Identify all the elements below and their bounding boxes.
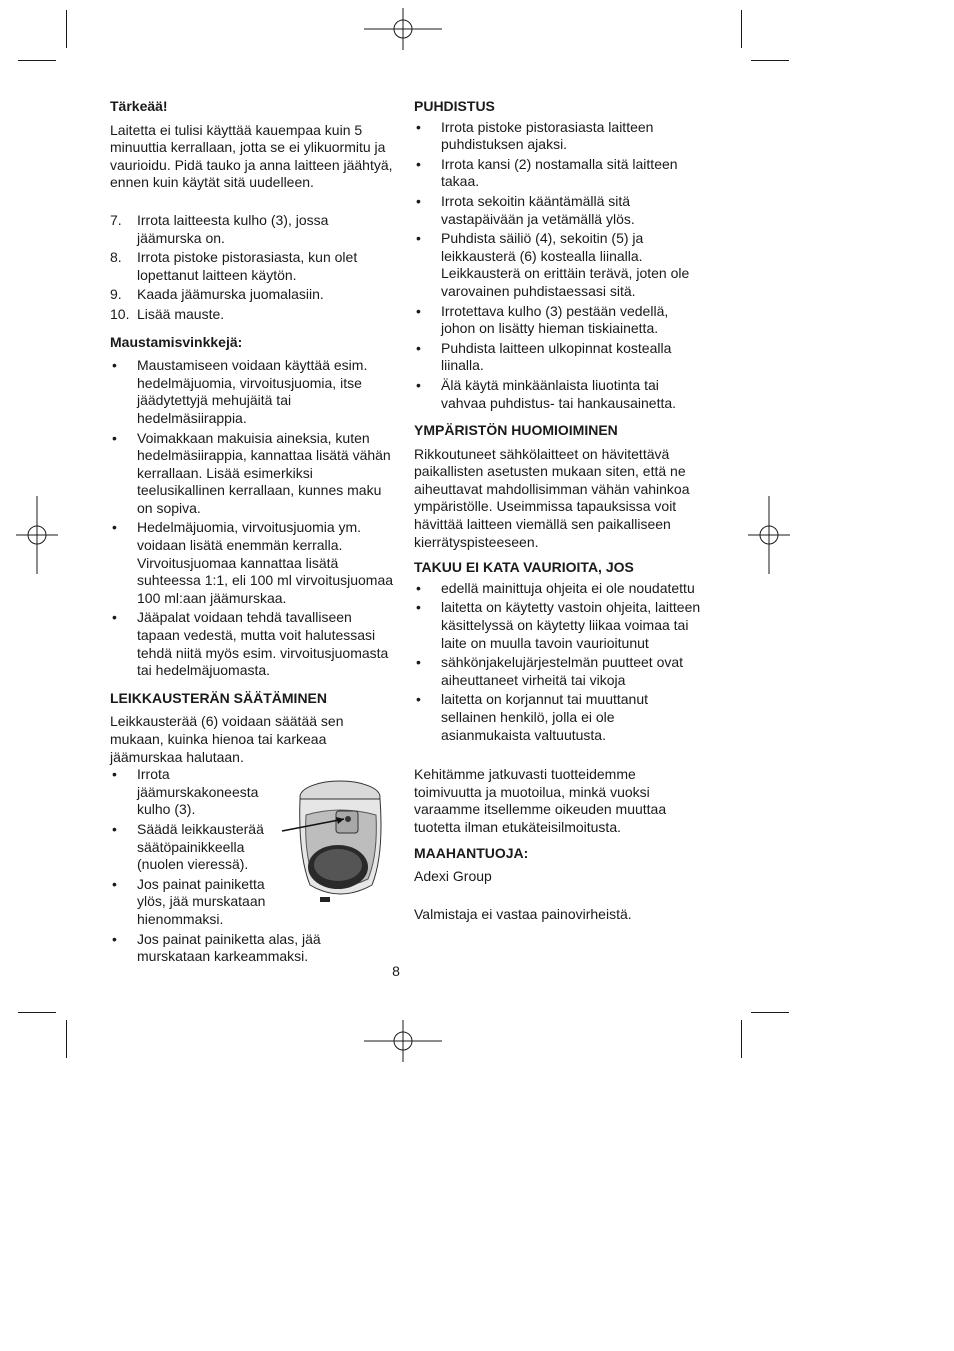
list-item: 7. Irrota laitteesta kulho (3), jossa jäämurska on. bbox=[110, 211, 329, 246]
registration-mark-icon bbox=[364, 1020, 442, 1062]
crop-mark bbox=[751, 60, 789, 61]
list-item: • Älä käytä minkäänlaista liuotinta tai vahvaa puhdistus- tai hankausainetta. bbox=[414, 377, 704, 412]
list-item: • laitetta on käytetty vastoin ohjeita, laitteen käsittelyssä on käytetty liikaa voimaa tai laite on muulla tavoin vaurioitunut bbox=[414, 599, 704, 652]
importer-name: Adexi Group bbox=[414, 868, 492, 885]
list-item: 8. Irrota pistoke pistorasiasta, kun olet lopettanut laitteen käytön. bbox=[110, 249, 358, 283]
list-item: • Irrota sekoitin kääntämällä sitä vastapäivään ja vetämällä ylös. bbox=[414, 193, 704, 228]
right-column bbox=[414, 98, 704, 923]
list-item: • Hedelmäjuomia, virvoitusjuomia ym. voidaan lisätä enemmän kerralla. Virvoitusjuomaa kannattaa lisätä suhteessa 1:1, eli 100 ml virvoitusjuomaa 100 ml:aan jäämurskaa. bbox=[110, 519, 395, 607]
list-item: • Jos painat painiketta alas, jää murskataan karkeammaksi. bbox=[110, 931, 337, 966]
page-number: 8 bbox=[392, 963, 400, 979]
list-item: • Jos painat painiketta ylös, jää murskataan hienommaksi. bbox=[110, 876, 267, 929]
flavor-list bbox=[110, 357, 395, 680]
flavor-heading: Maustamisvinkkejä: bbox=[110, 333, 243, 350]
ice-crusher-illustration bbox=[280, 775, 386, 905]
list-item: • Säädä leikkausterää säätöpainikkeella (nuolen vieressä). bbox=[110, 821, 267, 874]
list-item: • Irrota jäämurskakoneesta kulho (3). bbox=[110, 766, 267, 819]
crop-mark bbox=[66, 1020, 67, 1058]
list-item: • Irrotettava kulho (3) pestään vedellä, johon on lisätty hieman tiskiainetta. bbox=[414, 303, 704, 338]
list-item: 10. Lisää mauste. bbox=[110, 305, 225, 322]
crop-mark bbox=[741, 1020, 742, 1058]
list-item: • sähkönjakelujärjestelmän puutteet ovat aiheuttaneet virheitä tai vikoja bbox=[414, 654, 704, 689]
blade-heading: LEIKKAUSTERÄN SÄÄTÄMINEN bbox=[110, 689, 327, 706]
crop-mark bbox=[18, 1012, 56, 1013]
development-text: Kehitämme jatkuvasti tuotteidemme toimivuutta ja muotoilua, minkä vuoksi varaamme itsellemme oikeuden muuttaa tuotetta ilman etukäteisilmoitusta. bbox=[414, 766, 667, 835]
list-item: • Irrota kansi (2) nostamalla sitä laitteen takaa. bbox=[414, 156, 704, 191]
misprint-note: Valmistaja ei vastaa painovirheistä. bbox=[414, 905, 632, 922]
list-item: • edellä mainittuja ohjeita ei ole noudatettu bbox=[414, 580, 704, 598]
warranty-heading: TAKUU EI KATA VAURIOITA, JOS bbox=[414, 559, 634, 576]
registration-mark-icon bbox=[16, 496, 58, 574]
list-item: • Jääpalat voidaan tehdä tavalliseen tapaan vedestä, mutta voit halutessasi tehdä niitä myös esim. virvoitusjuomasta tai hedelmäjuomasta. bbox=[110, 609, 395, 679]
list-item: • Puhdista säiliö (4), sekoitin (5) ja leikkausterä (6) kostealla liinalla. Leikkausterä on erittäin terävä, joten ole varovainen puhdistaessasi sitä. bbox=[414, 230, 704, 300]
registration-mark-icon bbox=[748, 496, 790, 574]
list-item: • Puhdista laitteen ulkopinnat kostealla liinalla. bbox=[414, 340, 704, 375]
blade-intro: Leikkausterää (6) voidaan säätää sen mukaan, kuinka hienoa tai karkeaa jäämurskaa halutaan. bbox=[110, 713, 344, 765]
crop-mark bbox=[66, 10, 67, 48]
list-item: • Voimakkaan makuisia aineksia, kuten hedelmäsiirappia, kannattaa lisätä vähän kerrallaan. Lisää esimerkiksi teelusikallinen kerrallaan, kunnes maku on sopiva. bbox=[110, 430, 395, 518]
importer-heading: MAAHANTUOJA: bbox=[414, 844, 529, 861]
steps-list bbox=[110, 212, 395, 324]
environment-text: Rikkoutuneet sähkölaitteet on hävitettävä paikallisten asetusten mukaan siten, että ne aiheuttavat mahdollisimman vähän vahinkoa ympäristölle. Useimmissa tapauksissa voit hävittää laitteen viemällä sen paikalliseen kierrätyspisteeseen. bbox=[414, 445, 690, 550]
list-item: • Irrota pistoke pistorasiasta laitteen puhdistuksen ajaksi. bbox=[414, 119, 704, 154]
environment-heading: YMPÄRISTÖN HUOMIOIMINEN bbox=[414, 422, 618, 439]
warranty-list bbox=[414, 580, 704, 744]
crop-mark bbox=[18, 60, 56, 61]
registration-mark-icon bbox=[364, 8, 442, 50]
list-item: 9. Kaada jäämurska juomalasiin. bbox=[110, 286, 324, 303]
crop-mark bbox=[741, 10, 742, 48]
important-text: Laitetta ei tulisi käyttää kauempaa kuin 5 minuuttia kerrallaan, jotta se ei ylikuormitu ja vaurioidu. Pidä tauko ja anna laitteen jäähtyä, ennen kuin käytät sitä uudelleen. bbox=[110, 121, 393, 191]
important-heading: Tärkeää! bbox=[110, 98, 168, 114]
cleaning-list bbox=[414, 119, 704, 413]
list-item: • laitetta on korjannut tai muuttanut sellainen henkilö, jolla ei ole asianmukaista valtuutusta. bbox=[414, 691, 704, 744]
cleaning-heading: PUHDISTUS bbox=[414, 98, 495, 114]
crop-mark bbox=[751, 1012, 789, 1013]
list-item: • Maustamiseen voidaan käyttää esim. hedelmäjuomia, virvoitusjuomia, itse jäädytettyjä mehujäitä tai hedelmäsiirappia. bbox=[110, 357, 395, 427]
